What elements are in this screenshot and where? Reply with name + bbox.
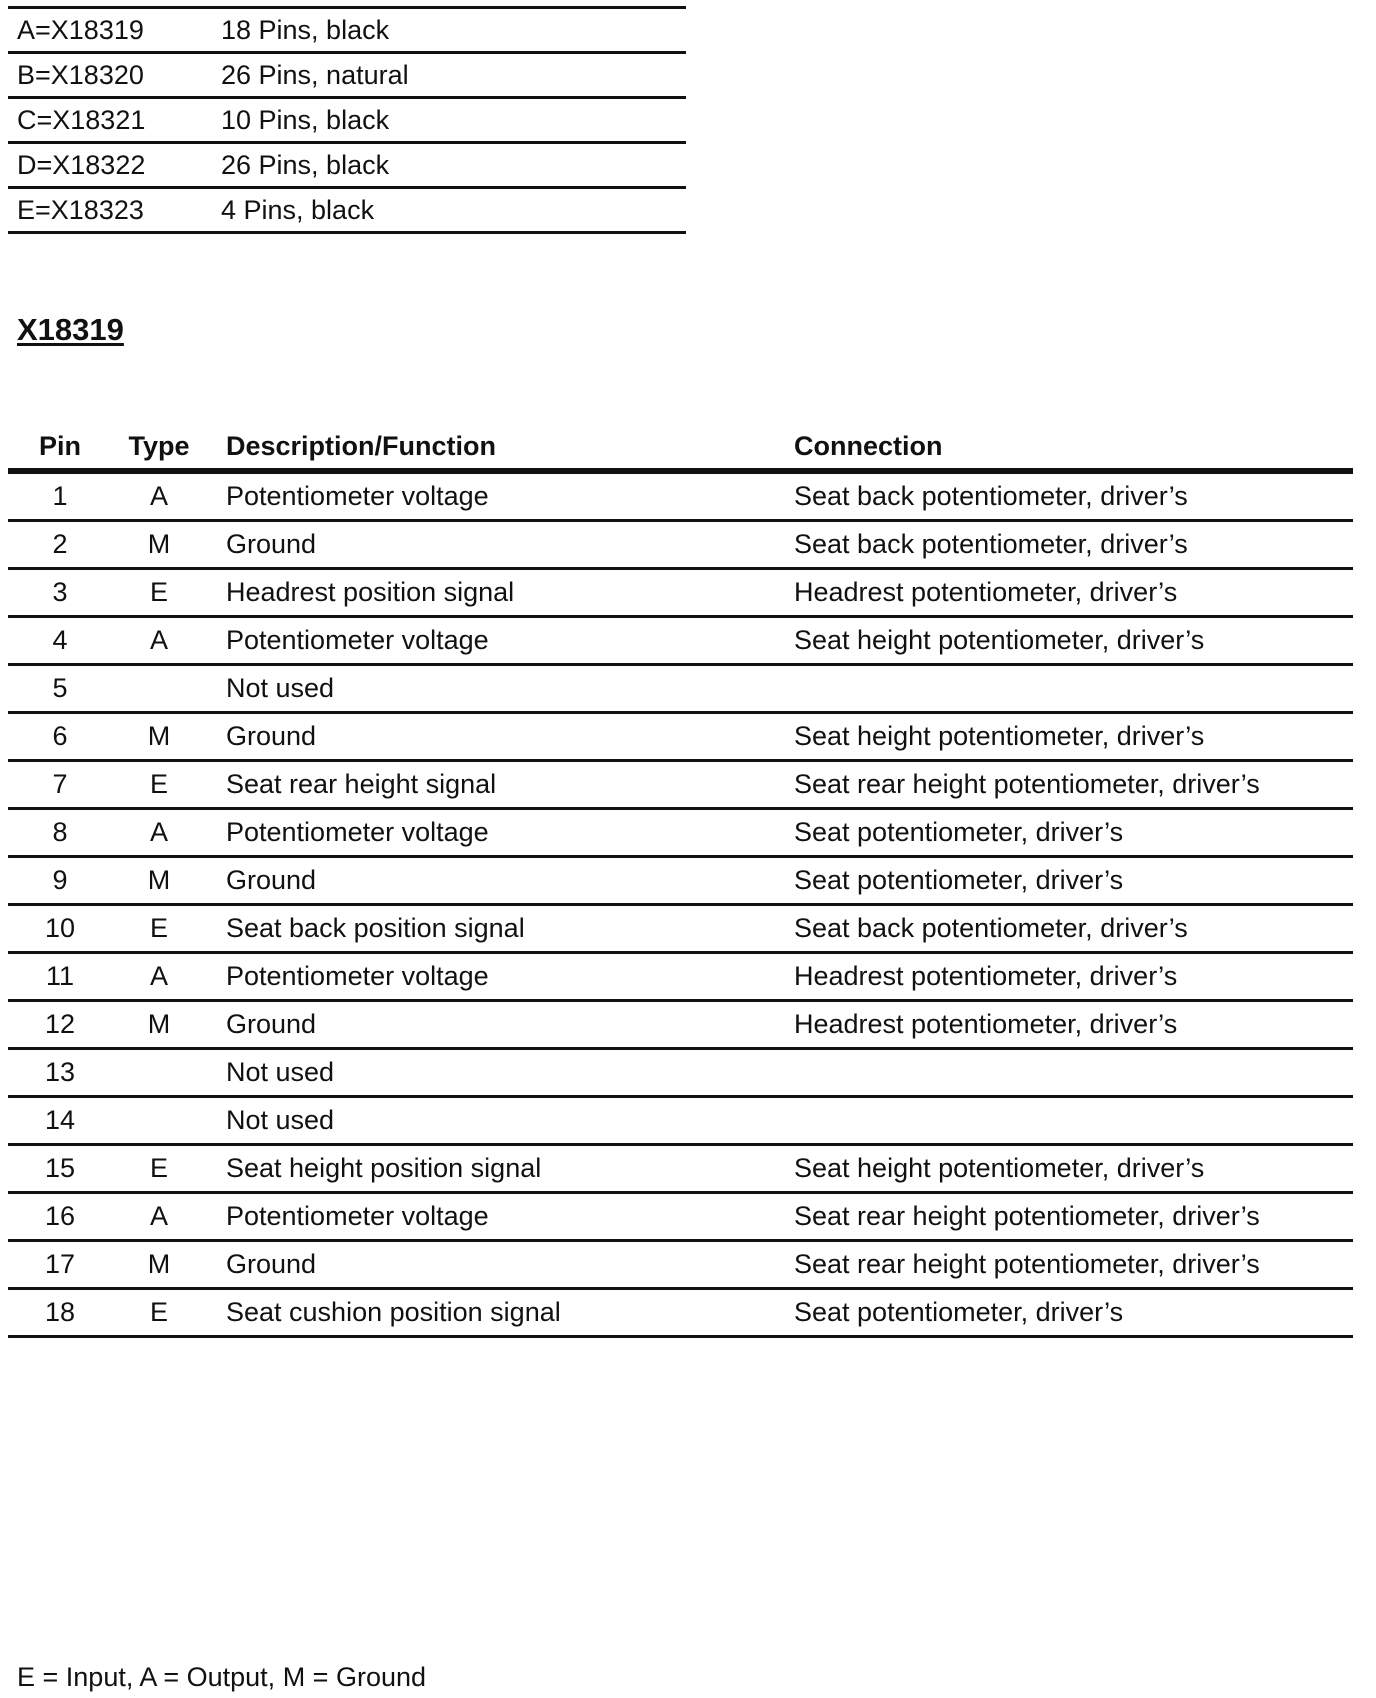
table-row xyxy=(8,809,1353,857)
connector-id: D=X18322 xyxy=(8,143,212,188)
pin-description: Not used xyxy=(206,665,794,713)
table-row xyxy=(8,761,1353,809)
connector-description: 10 Pins, black xyxy=(212,98,686,143)
pin-assignment-table xyxy=(8,424,1353,1338)
pin-type: E xyxy=(112,1145,206,1193)
pin-connection: Seat height potentiometer, driver’s xyxy=(794,617,1353,665)
table-row xyxy=(8,857,1353,905)
pin-type: E xyxy=(112,569,206,617)
pin-description: Potentiometer voltage xyxy=(206,953,794,1001)
pin-type xyxy=(112,1049,206,1097)
pin-type: M xyxy=(112,521,206,569)
table-row xyxy=(8,665,1353,713)
table-row xyxy=(8,521,1353,569)
pin-number: 6 xyxy=(8,713,112,761)
pin-description: Seat cushion position signal xyxy=(206,1289,794,1337)
connector-description: 4 Pins, black xyxy=(212,188,686,233)
header-pin: Pin xyxy=(8,424,112,471)
pin-connection: Seat rear height potentiometer, driver’s xyxy=(794,1193,1353,1241)
pin-connection: Seat rear height potentiometer, driver’s xyxy=(794,1241,1353,1289)
pin-connection: Seat back potentiometer, driver’s xyxy=(794,521,1353,569)
type-legend: E = Input, A = Output, M = Ground xyxy=(17,1662,427,1692)
pin-type: M xyxy=(112,713,206,761)
pin-description: Ground xyxy=(206,521,794,569)
pin-number: 18 xyxy=(8,1289,112,1337)
pin-connection: Seat rear height potentiometer, driver’s xyxy=(794,761,1353,809)
pin-type: M xyxy=(112,1241,206,1289)
connector-id: E=X18323 xyxy=(8,188,212,233)
pin-number: 8 xyxy=(8,809,112,857)
pin-type: A xyxy=(112,1193,206,1241)
connector-summary-table xyxy=(8,6,686,234)
pin-connection: Seat potentiometer, driver’s xyxy=(794,857,1353,905)
pin-type: E xyxy=(112,905,206,953)
pin-description: Potentiometer voltage xyxy=(206,809,794,857)
pin-type: A xyxy=(112,953,206,1001)
pin-description: Seat height position signal xyxy=(206,1145,794,1193)
table-row xyxy=(8,1289,1353,1337)
pin-number: 12 xyxy=(8,1001,112,1049)
pin-type: A xyxy=(112,471,206,521)
pin-number: 15 xyxy=(8,1145,112,1193)
pin-connection: Seat potentiometer, driver’s xyxy=(794,1289,1353,1337)
table-row xyxy=(8,1001,1353,1049)
header-description: Description/Function xyxy=(206,424,794,471)
pin-description: Headrest position signal xyxy=(206,569,794,617)
pin-description: Seat rear height signal xyxy=(206,761,794,809)
connector-row xyxy=(8,188,686,233)
pin-type xyxy=(112,665,206,713)
connector-row xyxy=(8,143,686,188)
pin-description: Ground xyxy=(206,713,794,761)
pin-number: 11 xyxy=(8,953,112,1001)
pin-description: Potentiometer voltage xyxy=(206,471,794,521)
table-row xyxy=(8,617,1353,665)
pin-description: Potentiometer voltage xyxy=(206,1193,794,1241)
connector-list xyxy=(8,8,686,233)
pin-number: 17 xyxy=(8,1241,112,1289)
table-row xyxy=(8,953,1353,1001)
pin-connection: Headrest potentiometer, driver’s xyxy=(794,953,1353,1001)
pin-description: Not used xyxy=(206,1049,794,1097)
pin-type: E xyxy=(112,1289,206,1337)
pin-number: 9 xyxy=(8,857,112,905)
pin-table-body xyxy=(8,471,1353,1337)
pin-number: 13 xyxy=(8,1049,112,1097)
pin-connection xyxy=(794,1049,1353,1097)
pin-description: Ground xyxy=(206,1001,794,1049)
pin-description: Ground xyxy=(206,857,794,905)
table-row xyxy=(8,1097,1353,1145)
pin-number: 5 xyxy=(8,665,112,713)
pin-connection xyxy=(794,665,1353,713)
connector-description: 26 Pins, natural xyxy=(212,53,686,98)
table-row xyxy=(8,569,1353,617)
connector-id: B=X18320 xyxy=(8,53,212,98)
table-row xyxy=(8,1145,1353,1193)
table-row xyxy=(8,471,1353,521)
pin-number: 4 xyxy=(8,617,112,665)
pin-type: M xyxy=(112,1001,206,1049)
table-row xyxy=(8,1241,1353,1289)
pin-type: E xyxy=(112,761,206,809)
pin-number: 10 xyxy=(8,905,112,953)
pin-description: Not used xyxy=(206,1097,794,1145)
section-title: X18319 xyxy=(17,312,124,347)
connector-description: 26 Pins, black xyxy=(212,143,686,188)
pin-type xyxy=(112,1097,206,1145)
connector-row xyxy=(8,8,686,53)
pin-description: Seat back position signal xyxy=(206,905,794,953)
connector-row xyxy=(8,98,686,143)
pin-connection: Headrest potentiometer, driver’s xyxy=(794,569,1353,617)
pin-number: 7 xyxy=(8,761,112,809)
pin-description: Potentiometer voltage xyxy=(206,617,794,665)
pin-type: M xyxy=(112,857,206,905)
pin-number: 3 xyxy=(8,569,112,617)
pin-type: A xyxy=(112,809,206,857)
connector-id: A=X18319 xyxy=(8,8,212,53)
pin-connection: Seat back potentiometer, driver’s xyxy=(794,905,1353,953)
table-row xyxy=(8,1193,1353,1241)
pin-connection: Seat height potentiometer, driver’s xyxy=(794,1145,1353,1193)
header-type: Type xyxy=(112,424,206,471)
pin-connection xyxy=(794,1097,1353,1145)
pin-type: A xyxy=(112,617,206,665)
table-row xyxy=(8,905,1353,953)
pin-connection: Headrest potentiometer, driver’s xyxy=(794,1001,1353,1049)
pin-description: Ground xyxy=(206,1241,794,1289)
pin-number: 16 xyxy=(8,1193,112,1241)
pin-connection: Seat potentiometer, driver’s xyxy=(794,809,1353,857)
header-connection: Connection xyxy=(794,424,1353,471)
pin-number: 14 xyxy=(8,1097,112,1145)
table-row xyxy=(8,1049,1353,1097)
pin-table-header xyxy=(8,424,1353,471)
pin-number: 2 xyxy=(8,521,112,569)
pin-connection: Seat height potentiometer, driver’s xyxy=(794,713,1353,761)
pin-number: 1 xyxy=(8,471,112,521)
connector-row xyxy=(8,53,686,98)
table-row xyxy=(8,713,1353,761)
connector-id: C=X18321 xyxy=(8,98,212,143)
pin-connection: Seat back potentiometer, driver’s xyxy=(794,471,1353,521)
connector-description: 18 Pins, black xyxy=(212,8,686,53)
